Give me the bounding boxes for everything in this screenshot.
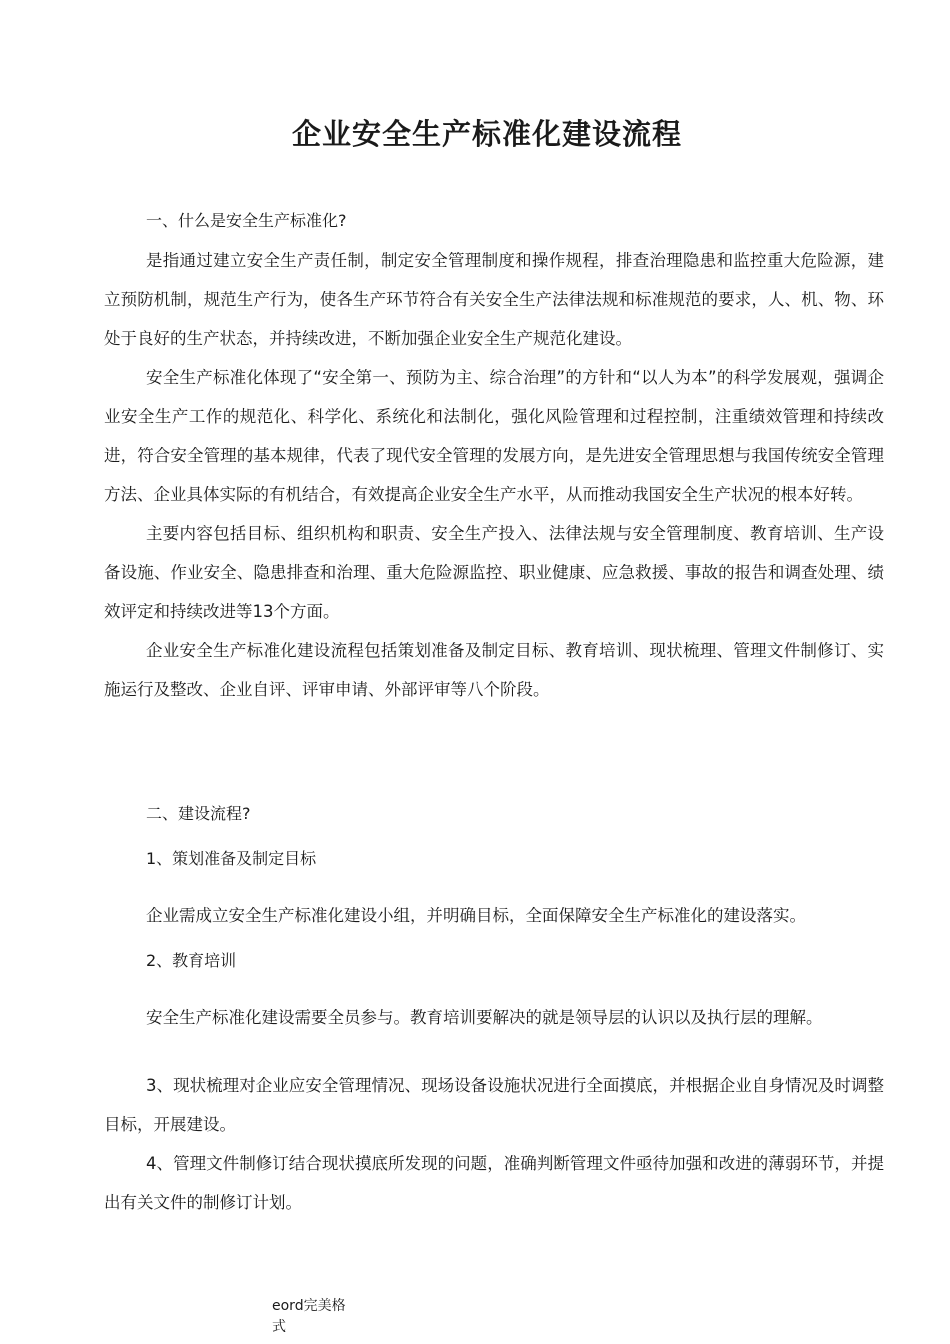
step1-text: 企业需成立安全生产标准化建设小组，并明确目标，全面保障安全生产标准化的建设落实。 — [146, 906, 806, 925]
section1-body — [104, 241, 884, 709]
step2-text: 安全生产标准化建设需要全员参与。教育培训要解决的就是领导层的认识以及执行层的理解。 — [146, 1008, 823, 1027]
step2-heading: 2、教育培训 — [146, 951, 237, 970]
step3-text: 3、现状梳理对企业应安全管理情况、现场设备设施状况进行全面摸底，并根据企业自身情况及时调整目标，开展建设。 — [104, 1076, 884, 1134]
footer-note: eord完美格式 — [272, 1298, 346, 1335]
step3-block — [104, 1066, 884, 1222]
paragraph-definition: 是指通过建立安全生产责任制，制定安全管理制度和操作规程，排查治理隐患和监控重大危险源，建立预防机制，规范生产行为，使各生产环节符合有关安全生产法律法规和标准规范的要求，人、机、物、环处于良好的生产状态，并持续改进，不断加强企业安全生产规范化建设。 — [104, 251, 884, 348]
paragraph-contents: 主要内容包括目标、组织机构和职责、安全生产投入、法律法规与安全管理制度、教育培训、生产设备设施、作业安全、隐患排查和治理、重大危险源监控、职业健康、应急救援、事故的报告和调查处理、绩效评定和持续改进等13个方面。 — [104, 524, 884, 621]
section2-heading: 二、建设流程? — [146, 804, 251, 823]
paragraph-stages: 企业安全生产标准化建设流程包括策划准备及制定目标、教育培训、现状梳理、管理文件制修订、实施运行及整改、企业自评、评审申请、外部评审等八个阶段。 — [104, 641, 884, 699]
step1-heading: 1、策划准备及制定目标 — [146, 849, 317, 868]
document-title: 企业安全生产标准化建设流程 — [291, 117, 682, 151]
paragraph-significance: 安全生产标准化体现了“安全第一、预防为主、综合治理”的方针和“以人为本”的科学发展观，强调企业安全生产工作的规范化、科学化、系统化和法制化，强化风险管理和过程控制，注重绩效管理和持续改进，符合安全管理的基本规律，代表了现代安全管理的发展方向，是先进安全管理思想与我国传统安全管理方法、企业具体实际的有机结合，有效提高企业安全生产水平，从而推动我国安全生产状况的根本好转。 — [104, 368, 884, 504]
section1-heading: 一、什么是安全生产标准化? — [146, 211, 347, 230]
step4-text: 4、管理文件制修订结合现状摸底所发现的问题，准确判断管理文件亟待加强和改进的薄弱环节，并提出有关文件的制修订计划。 — [104, 1154, 884, 1212]
